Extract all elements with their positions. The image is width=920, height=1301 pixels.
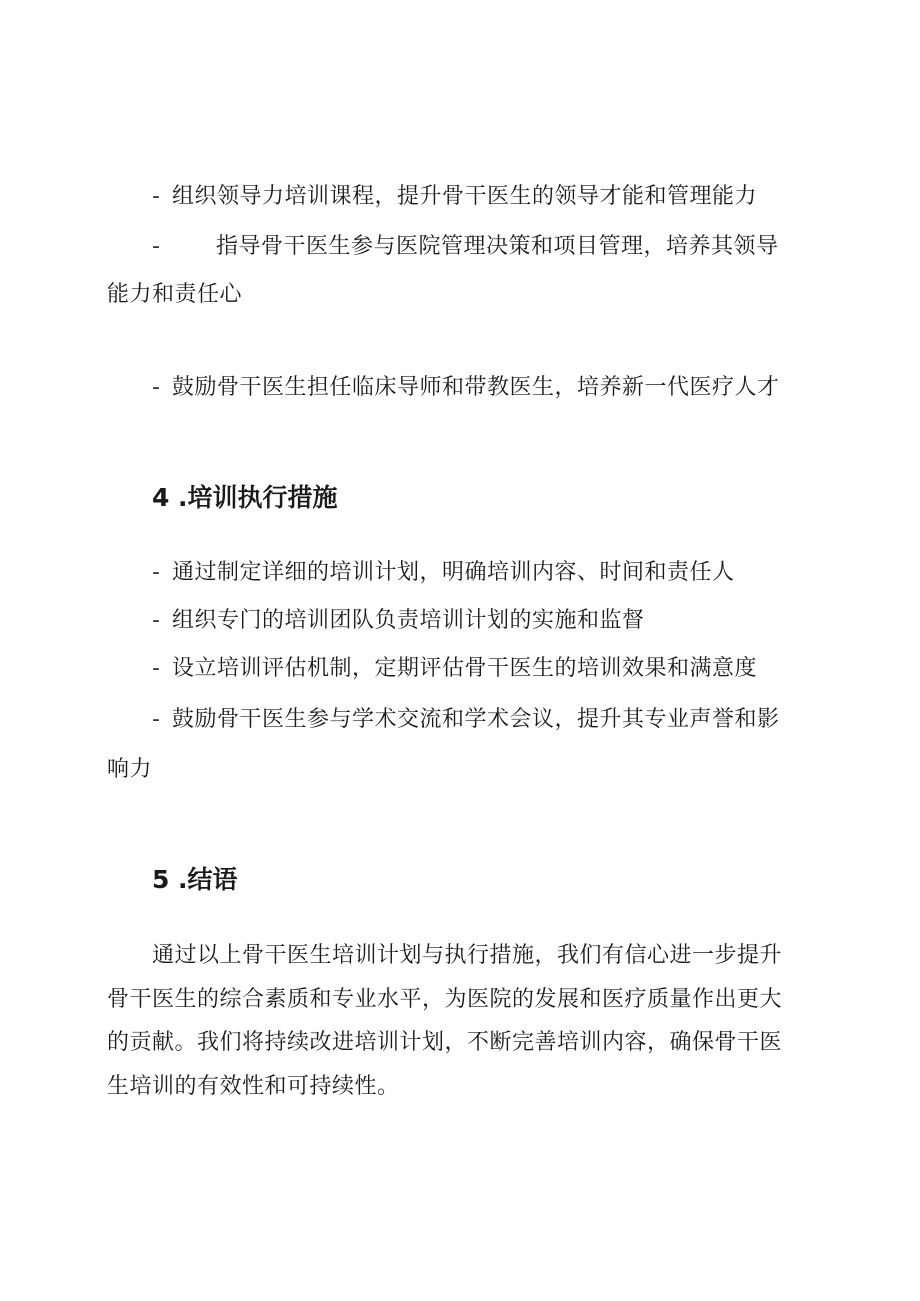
section-title: .结语 [178,865,238,894]
list-item-text: 鼓励骨干医生参与学术交流和学术会议，提升其专业声誉和影 [172,707,780,732]
paragraph-line: 的贡献。我们将持续改进培训计划，不断完善培训内容，确保骨干医 [107,1030,783,1055]
list-bullet: - [152,707,161,732]
list-item-text: 指导骨干医生参与医院管理决策和项目管理，培养其领导 [216,234,779,259]
list-item [107,231,807,263]
list-bullet: - [152,375,161,400]
list-bullet: - [152,656,161,681]
section-number: 5 [152,865,170,894]
list-item-text: 响力 [107,757,153,782]
section-number: 4 [152,483,170,512]
list-item-text: 组织领导力培训课程，提升骨干医生的领导才能和管理能力 [172,184,758,209]
list-item-text: 能力和责任心 [107,282,243,307]
list-item [107,181,807,213]
list-item-continuation [107,279,807,311]
section-heading [152,862,238,898]
list-bullet: - [152,560,161,585]
list-item [107,372,807,404]
list-bullet: - [152,608,161,633]
section-title: .培训执行措施 [178,483,338,512]
list-item-continuation [107,754,807,786]
paragraph-line: 生培训的有效性和可持续性。 [107,1073,400,1099]
list-item-text: 鼓励骨干医生担任临床导师和带教医生，培养新一代医疗人才 [172,375,780,400]
list-item-text: 组织专门的培训团队负责培训计划的实施和监督 [172,608,645,633]
list-item [107,605,807,637]
section-heading [152,480,338,516]
list-bullet: - [152,184,161,209]
paragraph-line: 通过以上骨干医生培训计划与执行措施，我们有信心进一步提升 [152,943,783,968]
list-item [107,653,807,685]
list-item-text: 设立培训评估机制，定期评估骨干医生的培训效果和满意度 [172,656,758,681]
conclusion-paragraph [107,934,807,1108]
list-item-text: 通过制定详细的培训计划，明确培训内容、时间和责任人 [172,560,735,585]
list-item [107,557,807,589]
list-bullet: - [152,234,161,259]
list-item [107,704,807,736]
paragraph-line: 骨干医生的综合素质和专业水平，为医院的发展和医疗质量作出更大 [107,986,783,1012]
